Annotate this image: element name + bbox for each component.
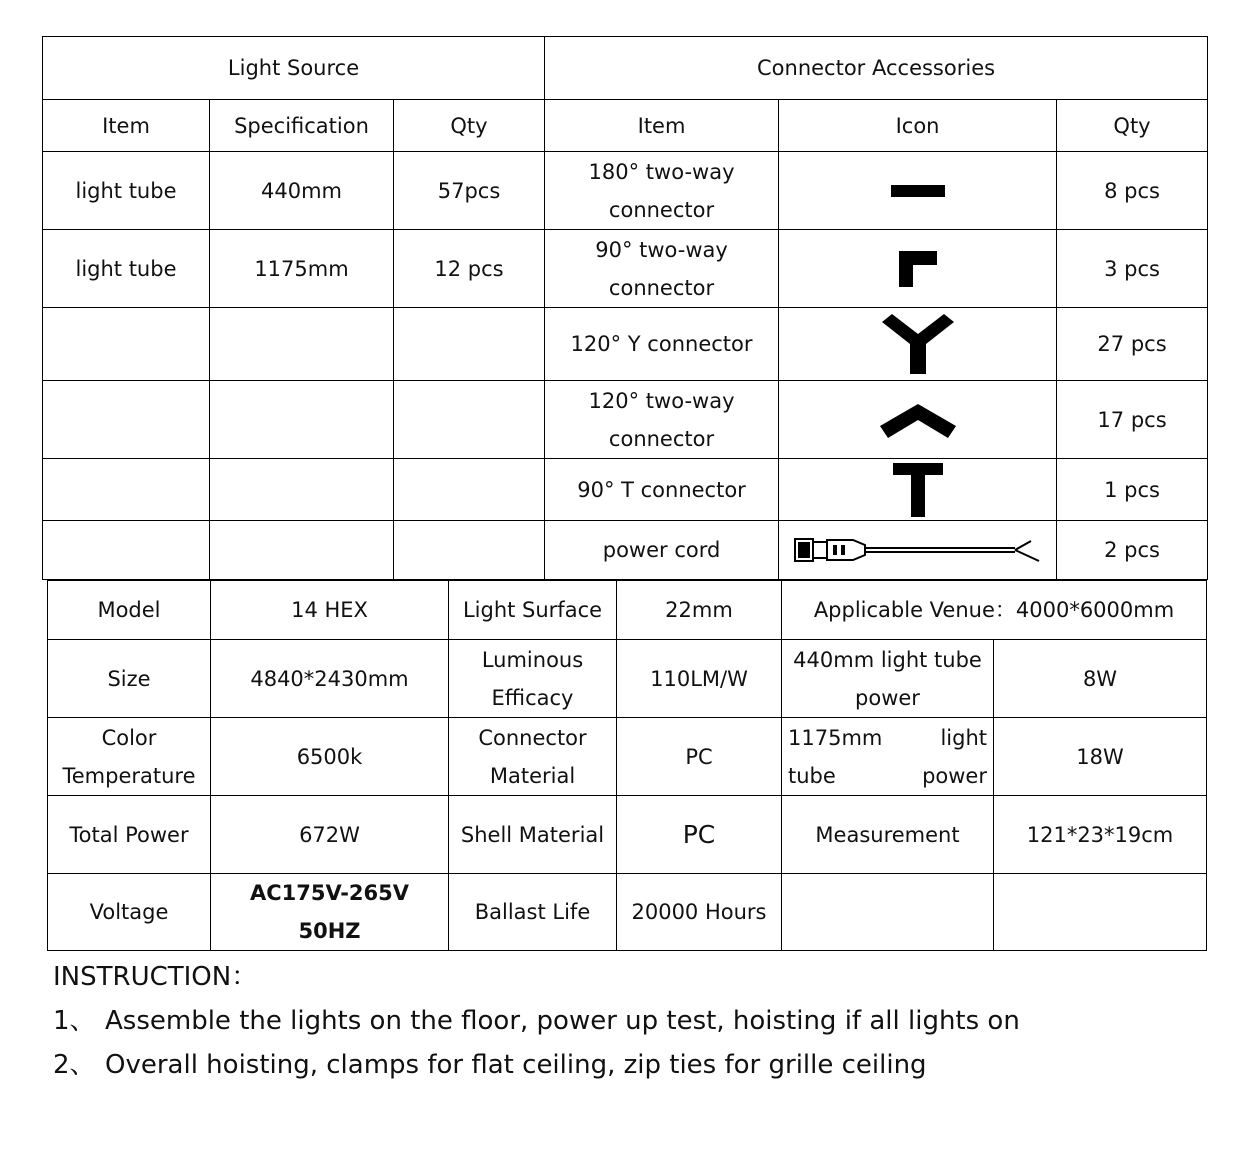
connector-qty: 8 pcs [1057, 152, 1208, 230]
connector-item: 90° two-way connector [545, 230, 779, 308]
spec-value: 14 HEX [211, 581, 449, 640]
instruction-step [53, 999, 1020, 1043]
light-source-title: Light Source [43, 37, 545, 100]
connector-item: 120° Y connector [545, 308, 779, 381]
table-row [43, 230, 1208, 308]
connector-icon-cell [779, 459, 1057, 521]
spec-value: 4840*2430mm [211, 640, 449, 718]
connector-qty: 3 pcs [1057, 230, 1208, 308]
spec-label: Light Surface [449, 581, 617, 640]
instruction-section [53, 955, 1020, 1087]
spec-label: Connector Material [449, 718, 617, 796]
spec-value: PC [617, 718, 782, 796]
table-row [43, 381, 1208, 459]
spec-value: 672W [211, 796, 449, 874]
spec-label: Color Temperature [48, 718, 211, 796]
connector-icon-cell [779, 152, 1057, 230]
spec-value: 20000 Hours [617, 874, 782, 951]
spec-label: Measurement [782, 796, 994, 874]
y-connector-icon [880, 312, 956, 376]
spec-label: Total Power [48, 796, 211, 874]
connector-item: 90° T connector [545, 459, 779, 521]
applicable-venue: Applicable Venue：4000*6000mm [782, 581, 1207, 640]
spec-value: PC [617, 796, 782, 874]
accessories-table [42, 36, 1208, 580]
col-header-icon: Icon [779, 100, 1057, 152]
table-row [48, 581, 1207, 640]
table-row [43, 152, 1208, 230]
connector-item: 180° two-way connector [545, 152, 779, 230]
connector-qty: 1 pcs [1057, 459, 1208, 521]
straight-connector-icon [888, 181, 948, 201]
table-row [43, 459, 1208, 521]
connector-icon-cell [779, 521, 1057, 580]
table-row [48, 796, 1207, 874]
spec-label: Size [48, 640, 211, 718]
spec-value: 6500k [211, 718, 449, 796]
spec-value: 18W [994, 718, 1207, 796]
light-qty: 12 pcs [394, 230, 545, 308]
connector-item: 120° two-way connector [545, 381, 779, 459]
step-text: Assemble the lights on the floor, power up test, hoisting if all lights on [105, 1006, 1020, 1036]
light-item: light tube [43, 152, 210, 230]
connector-qty: 17 pcs [1057, 381, 1208, 459]
instruction-step [53, 1043, 1020, 1087]
table-row [43, 308, 1208, 381]
t-connector-icon [889, 461, 947, 519]
spec-label: 1175mm light tube power [782, 718, 994, 796]
spec-value: AC175V-265V 50HZ [211, 874, 449, 951]
table-row [48, 874, 1207, 951]
col-header-qty: Qty [394, 100, 545, 152]
spec-value: 110LM/W [617, 640, 782, 718]
table-row [48, 640, 1207, 718]
table-row [43, 521, 1208, 580]
spec-value: 8W [994, 640, 1207, 718]
light-qty: 57pcs [394, 152, 545, 230]
connector-qty: 27 pcs [1057, 308, 1208, 381]
spec-label: Model [48, 581, 211, 640]
spec-label: Ballast Life [449, 874, 617, 951]
spec-label: Luminous Efficacy [449, 640, 617, 718]
instruction-title: INSTRUCTION： [53, 962, 258, 992]
col-header-connector-qty: Qty [1057, 100, 1208, 152]
power-cord-icon [793, 533, 1043, 567]
specifications-table [47, 580, 1207, 951]
spec-value: 121*23*19cm [994, 796, 1207, 874]
col-header-connector-item: Item [545, 100, 779, 152]
table-row [48, 718, 1207, 796]
col-header-item: Item [43, 100, 210, 152]
connector-icon-cell [779, 308, 1057, 381]
col-header-specification: Specification [210, 100, 394, 152]
connector-icon-cell [779, 381, 1057, 459]
spec-value: 22mm [617, 581, 782, 640]
elbow-connector-icon [896, 247, 940, 291]
spec-label: 440mm light tube power [782, 640, 994, 718]
light-spec: 440mm [210, 152, 394, 230]
spec-label: Shell Material [449, 796, 617, 874]
step-number: 1、 [53, 1006, 96, 1036]
connector-qty: 2 pcs [1057, 521, 1208, 580]
connector-accessories-title: Connector Accessories [545, 37, 1208, 100]
light-spec: 1175mm [210, 230, 394, 308]
light-item: light tube [43, 230, 210, 308]
step-number: 2、 [53, 1050, 96, 1080]
spec-label: Voltage [48, 874, 211, 951]
connector-icon-cell [779, 230, 1057, 308]
step-text: Overall hoisting, clamps for flat ceiling, zip ties for grille ceiling [105, 1050, 927, 1080]
connector-item: power cord [545, 521, 779, 580]
angle-connector-icon [878, 400, 958, 440]
